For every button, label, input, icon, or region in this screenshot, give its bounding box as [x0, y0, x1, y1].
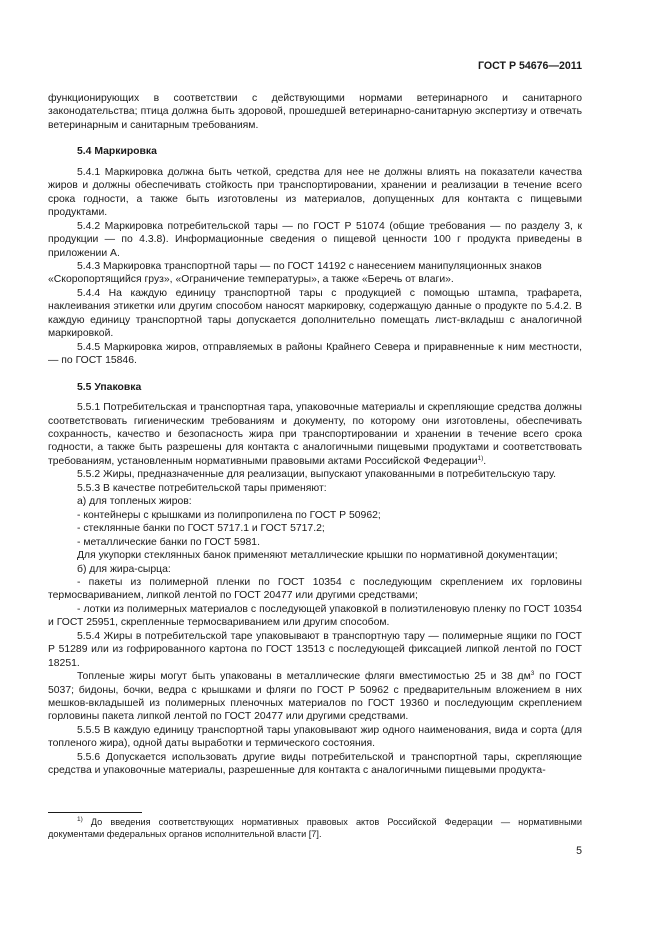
list-item: - стеклянные банки по ГОСТ 5717.1 и ГОСТ 5717.2;	[77, 523, 325, 535]
paragraph-5-5-1	[48, 401, 582, 468]
paragraph-5-4-2: 5.4.2 Маркировка потребительской тары — по ГОСТ Р 51074 (общие требования — по разделу 3, к продукции — по 4.3.8). Информационные сведения о пищевой ценности 100 г продукта приведены в приложении А.	[48, 220, 582, 259]
section-heading-5-5: 5.5 Упаковка	[77, 381, 142, 393]
paragraph-5-5-1-text: 5.5.1 Потребительская и транспортная тара, упаковочные материалы и скрепляющие средства должны соответствовать гигиеническим требованиям и документу, по которому они изготовлены, обеспечивать сохранность, качество и безопасность жира при транспортировании и хранении в течение всего срока годности, а также быть разрешены для контакта с аналогичными пищевыми продуктами и соответствовать требованиям, установленным нормативными правовыми актами Российской Федерации	[48, 402, 582, 467]
paragraph-5-5-2: 5.5.2 Жиры, предназначенные для реализации, выпускают упакованными в потребительскую тару.	[77, 469, 557, 481]
document-header: ГОСТ Р 54676—2011	[478, 60, 582, 72]
list-item: - металлические банки по ГОСТ 5981.	[77, 536, 260, 548]
paragraph-5-5-4-b-text-b: по ГОСТ 5037; бидоны, бочки, ведра с крышками и фляги по ГОСТ Р 50962 с предварительным вложением в них мешков-вкладышей из полимерных пленочных материалов по ГОСТ 19360 и последующим скреплением горловины пакета липкой лентой по ГОСТ 20477 или другими средствами.	[48, 671, 582, 723]
footnote-mark: 1)	[77, 816, 83, 823]
paragraph-5-5-4: 5.5.4 Жиры в потребительской таре упаковывают в транспортную тару — полимерные ящики по ГОСТ Р 51289 или из гофрированного картона по ГОСТ 13513 с последующей фиксацией липкой лентой по ГОСТ 18251.	[48, 630, 582, 669]
section-heading-5-4: 5.4 Маркировка	[77, 146, 157, 158]
paragraph-5-5-1-end: .	[483, 455, 487, 467]
paragraph-5-5-5: 5.5.5 В каждую единицу транспортной тары упаковывают жир одного наименования, вида и сорта (для топленого жира), одной даты выработки и термического состояния.	[48, 724, 582, 750]
footnote-text	[48, 816, 582, 841]
paragraph-continuation: функционирующих в соответствии с действующими нормами ветеринарного и санитарного законодательства; птица должна быть здоровой, прошедшей ветеринарно-санитарную экспертизу и отвечать ветеринарным и санитарным требованиям.	[48, 93, 582, 131]
paragraph-5-5-4-b	[48, 670, 582, 724]
document-body	[48, 92, 582, 778]
list-heading-a: а) для топленых жиров:	[77, 496, 192, 508]
footnote-reference: 1)	[477, 454, 484, 462]
paragraph-5-5-4-b-text-a: Топленые жиры могут быть упакованы в металлические фляги вместимостью 25 и 38 дм	[77, 671, 531, 683]
list-item: - лотки из полимерных материалов с последующей упаковкой в полиэтиленовую пленку по ГОСТ 10354 и ГОСТ 25951, скрепленные термосвариванием или другим способом.	[48, 603, 582, 629]
paragraph-5-5-6: 5.5.6 Допускается использовать другие виды потребительской и транспортной тары, скрепляющие средства и упаковочные материалы, разрешенные для контакта с аналогичными пищевыми продукта-	[48, 751, 582, 777]
list-heading-b: б) для жира-сырца:	[77, 563, 171, 575]
paragraph-5-4-1: 5.4.1 Маркировка должна быть четкой, средства для нее не должны влиять на показатели качества жиров и должны обеспечивать стойкость при транспортировании, хранении и реализации в течение всего срока годности, а также быть изготовлены из материалов, допущенных для контакта с пищевыми продуктами.	[48, 166, 582, 219]
paragraph-5-4-5: 5.4.5 Маркировка жиров, отправляемых в районы Крайнего Севера и приравненные к ним местности, — по ГОСТ 15846.	[48, 341, 582, 367]
page-number: 5	[576, 845, 582, 857]
list-item: - пакеты из полимерной пленки по ГОСТ 10354 с последующим скреплением их горловины термосвариванием, липкой лентой по ГОСТ 20477 или другими средствами;	[48, 576, 582, 602]
paragraph-5-4-3-b: «Скоропортящийся груз», «Ограничение температуры», а также «Беречь от влаги».	[48, 274, 454, 286]
paragraph-5-4-3-a: 5.4.3 Маркировка транспортной тары — по ГОСТ 14192 с нанесением манипуляционных знаков	[77, 260, 542, 272]
superscript-cubic: 3	[530, 670, 535, 678]
footnote-separator	[48, 812, 142, 813]
paragraph-5-4-4: 5.4.4 На каждую единицу транспортной тары с продукцией с помощью штампа, трафарета, наклеивания этикетки или другим способом наносят маркировку, содержащую данные о продукте по 5.4.2. В каждую единицу транспортной тары допускается дополнительно помещать лист-вкладыш с аналогичной маркировкой.	[48, 287, 582, 340]
paragraph-5-5-3: 5.5.3 В качестве потребительской тары применяют:	[77, 482, 327, 494]
footnote-body: До введения соответствующих нормативных правовых актов Российской Федерации — нормативными документами федеральных органов исполнительной власти [7].	[48, 817, 582, 840]
paragraph-closures: Для укупорки стеклянных банок применяют металлические крышки по нормативной документации;	[77, 550, 558, 562]
footnote	[48, 816, 582, 841]
list-item: - контейнеры с крышками из полипропилена по ГОСТ Р 50962;	[77, 509, 381, 521]
